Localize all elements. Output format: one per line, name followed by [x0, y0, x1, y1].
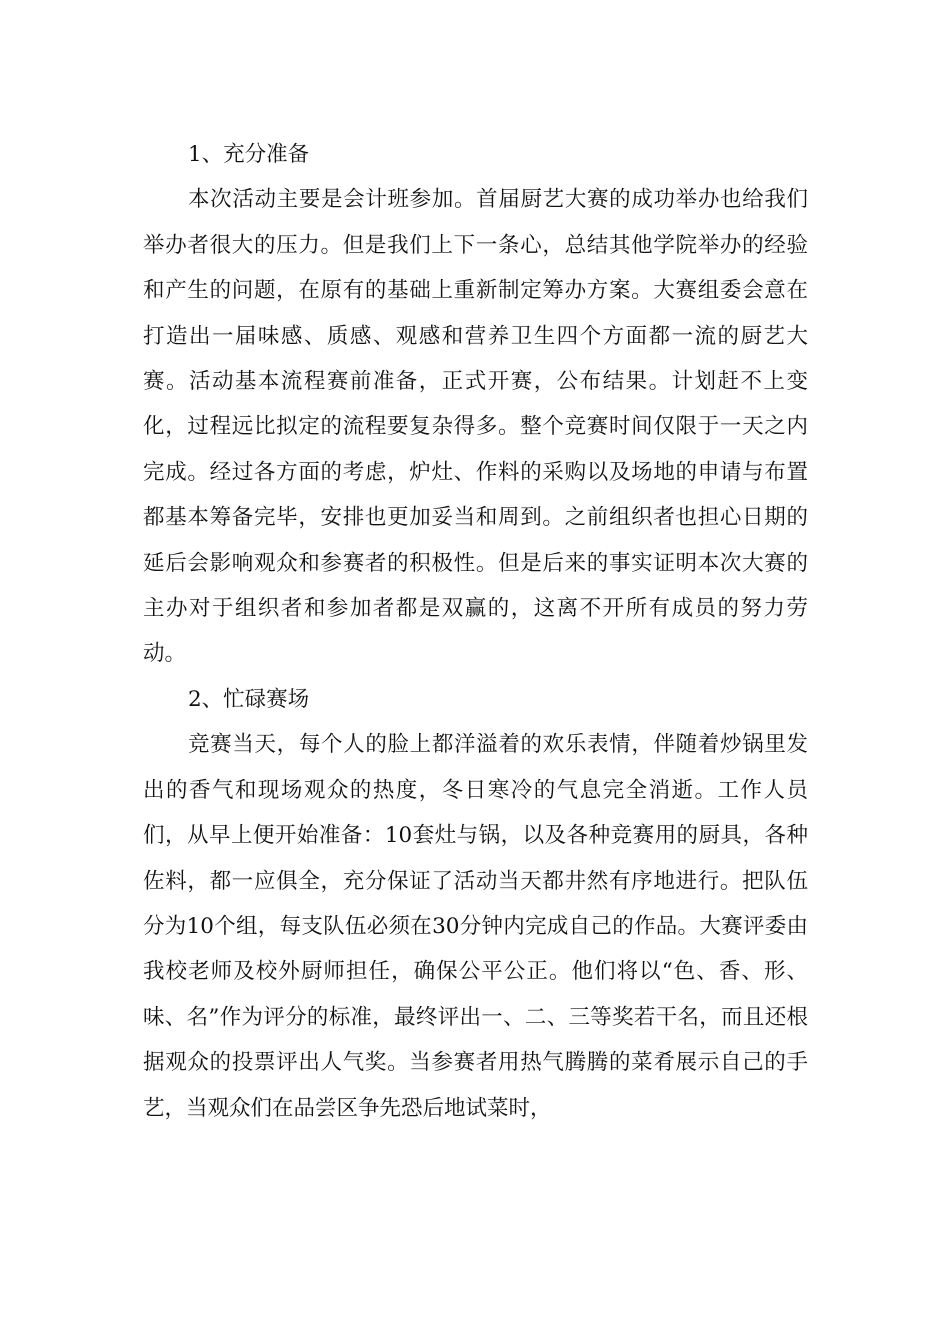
document-body	[143, 132, 808, 1131]
section-paragraph-2: 竞赛当天，每个人的脸上都洋溢着的欢乐表情，伴随着炒锅里发出的香气和现场观众的热度，冬日寒冷的气息完全消逝。工作人员们，从早上便开始准备：10套灶与锅，以及各种竞赛用的厨具，各种佐料，都一应俱全，充分保证了活动当天都井然有序地进行。把队伍分为10个组，每支队伍必须在30分钟内完成自己的作品。大赛评委由我校老师及校外厨师担任，确保公平公正。他们将以“色、香、形、味、名”作为评分的标准，最终评出一、二、三等奖若干名，而且还根据观众的投票评出人气奖。当参赛者用热气腾腾的菜肴展示自己的手艺，当观众们在品尝区争先恐后地试菜时，	[143, 732, 808, 1121]
section-heading-2: 2、忙碌赛场	[188, 686, 310, 712]
section-heading-1: 1、充分准备	[188, 142, 310, 167]
section-paragraph-1: 本次活动主要是会计班参加。首届厨艺大赛的成功举办也给我们举办者很大的压力。但是我们上下一条心，总结其他学院举办的经验和产生的问题，在原有的基础上重新制定筹办方案。大赛组委会意在打造出一届味感、质感、观感和营养卫生四个方面都一流的厨艺大赛。活动基本流程赛前准备，正式开赛，公布结果。计划赶不上变化，过程远比拟定的流程要复杂得多。整个竞赛时间仅限于一天之内完成。经过各方面的考虑，炉灶、作料的采购以及场地的申请与布置都基本筹备完毕，安排也更加妥当和周到。之前组织者也担心日期的延后会影响观众和参赛者的积极性。但是后来的事实证明本次大赛的主办对于组织者和参加者都是双赢的，这离不开所有成员的努力劳动。	[143, 187, 808, 667]
